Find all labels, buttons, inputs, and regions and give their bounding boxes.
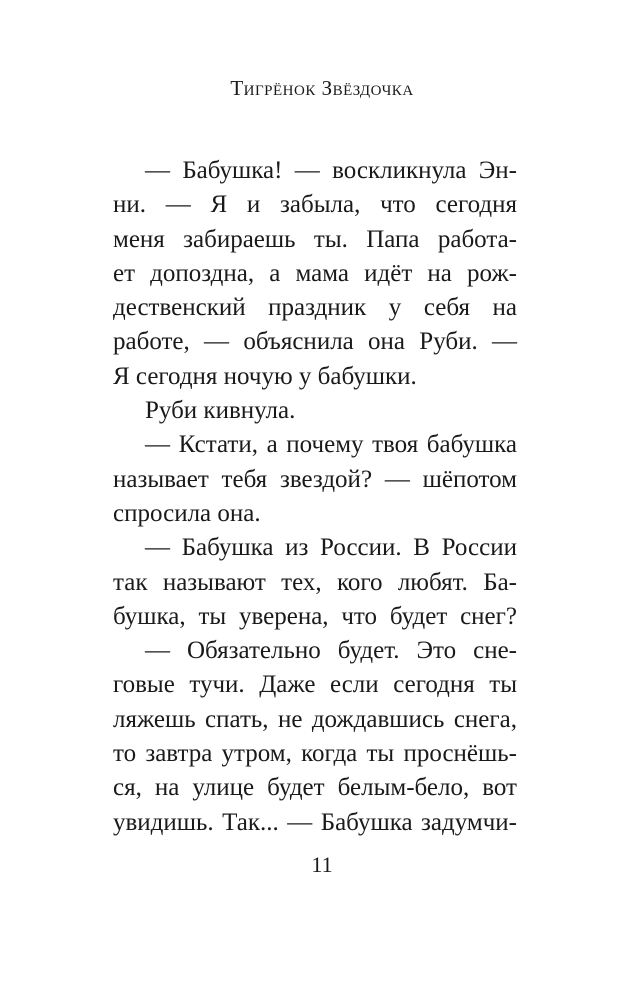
text-line: — Кстати, а почему твоя бабушка [145, 431, 517, 459]
text-line: спросила она. [113, 499, 261, 527]
text-line: Руби кивнула. [145, 397, 296, 425]
text-line: меня забираешь ты. Папа работа- [113, 225, 517, 253]
text-line: ет допоздна, а мама идёт на рож- [113, 259, 517, 287]
page-number: 11 [311, 852, 333, 877]
running-header: Тигрёнок Звёздочка [230, 76, 414, 100]
text-line: говые тучи. Даже если сегодня ты [113, 671, 517, 699]
text-line: бушка, ты уверена, что будет снег? [113, 602, 517, 630]
text-line: ся, на улице будет белым-бело, вот [113, 774, 517, 802]
text-line: так называют тех, кого любят. Ба- [113, 568, 517, 596]
text-line: — Бабушка из России. В России [145, 534, 517, 562]
text-line: ни. — Я и забыла, что сегодня [113, 191, 517, 219]
text-line: называет тебя звездой? — шёпотом [113, 465, 517, 493]
text-line: то завтра утром, когда ты проснёшь- [113, 740, 517, 768]
text-line: увидишь. Так... — Бабушка задумчи- [113, 808, 517, 836]
text-line: — Бабушка! — воскликнула Эн- [145, 157, 517, 184]
page-body-text [113, 154, 517, 840]
text-line: дественский праздник у себя на [113, 294, 517, 322]
text-line: работе, — объяснила она Руби. — [113, 328, 517, 356]
text-line: ляжешь спать, не дождавшись снега, [113, 705, 517, 733]
text-line: Я сегодня ночую у бабушки. [113, 362, 417, 390]
text-line: — Обязательно будет. Это сне- [145, 637, 517, 665]
